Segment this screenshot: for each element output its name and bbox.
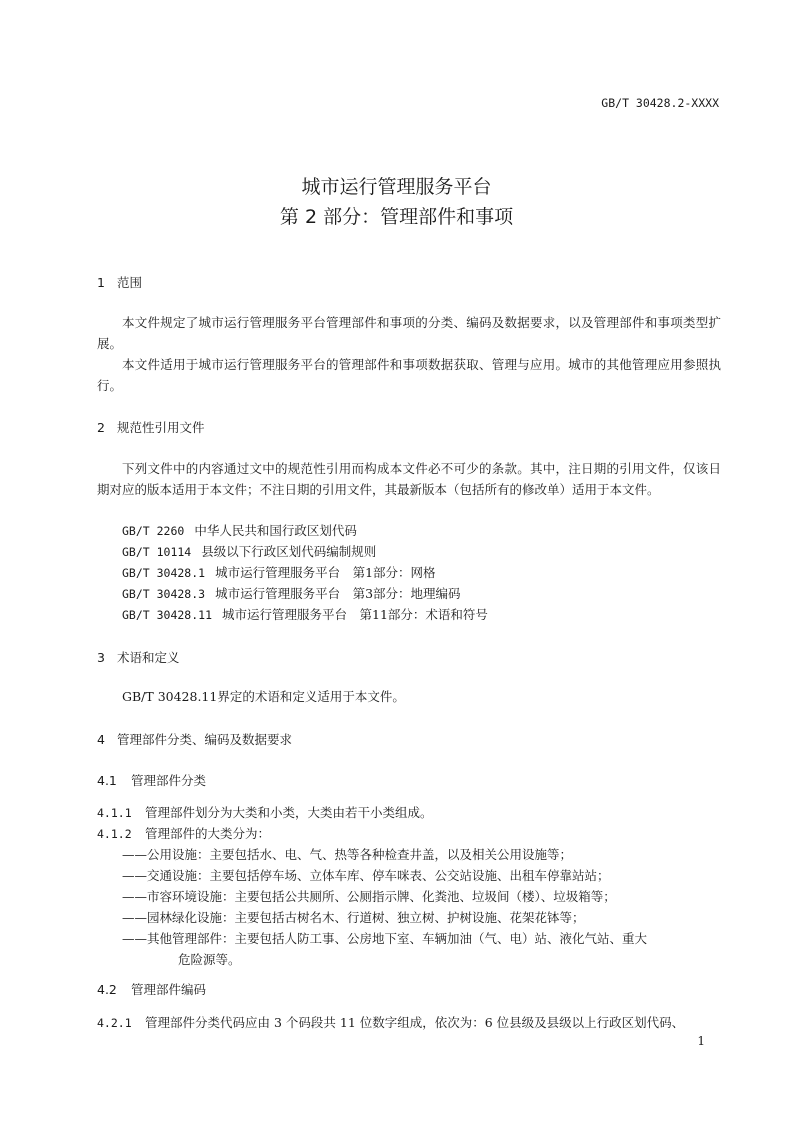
normative-references-paragraph: 下列文件中的内容通过文中的规范性引用而构成本文件必不可少的条款。其中，注日期的引用文件，仅该日期对应的版本适用于本文件；不注日期的引用文件，其最新版本（包括所有的修改单）适用于本文件。 bbox=[97, 461, 721, 497]
subsection-number: 4.2 bbox=[97, 982, 117, 997]
section-1-heading bbox=[97, 273, 142, 291]
section-title: 管理部件分类、编码及数据要求 bbox=[117, 732, 293, 747]
standard-code: GB/T 30428.2-XXXX bbox=[601, 96, 719, 110]
section-title: 规范性引用文件 bbox=[117, 420, 205, 435]
reference-title: 中华人民共和国行政区划代码 bbox=[194, 523, 357, 538]
scope-paragraph-1: 本文件规定了城市运行管理服务平台管理部件和事项的分类、编码及数据要求，以及管理部件和事项类型扩展。 bbox=[97, 315, 721, 351]
list-item: ——其他管理部件：主要包括人防工事、公房地下室、车辆加油（气、电）站、液化气站、重大 bbox=[122, 931, 648, 946]
reference-title: 城市运行管理服务平台 第1部分：网格 bbox=[215, 565, 436, 580]
subsection-title: 管理部件编码 bbox=[131, 982, 207, 997]
clause-text: 管理部件划分为大类和小类，大类由若干小类组成。 bbox=[145, 805, 433, 820]
clause-4-1-2 bbox=[97, 824, 270, 842]
reference-title: 县级以下行政区划代码编制规则 bbox=[201, 544, 377, 559]
list-item-continuation: 危险源等。 bbox=[178, 952, 241, 967]
section-title: 术语和定义 bbox=[117, 650, 180, 665]
reference-item bbox=[122, 563, 436, 581]
reference-code: GB/T 30428.11 bbox=[122, 608, 213, 622]
title-line-2: 第 2 部分：管理部件和事项 bbox=[279, 206, 514, 228]
list-item: ——市容环境设施：主要包括公共厕所、公厕指示牌、化粪池、垃圾间（楼）、垃圾箱等； bbox=[122, 889, 616, 904]
reference-code: GB/T 10114 bbox=[122, 545, 192, 559]
subsection-title: 管理部件分类 bbox=[131, 773, 207, 788]
reference-title: 城市运行管理服务平台 第11部分：术语和符号 bbox=[222, 607, 488, 622]
section-number: 3 bbox=[97, 650, 105, 665]
list-item: ——园林绿化设施：主要包括古树名木、行道树、独立树、护树设施、花架花钵等； bbox=[122, 910, 585, 925]
clause-4-2-1 bbox=[97, 1013, 684, 1031]
section-4-heading bbox=[97, 730, 292, 748]
section-2-heading bbox=[97, 418, 205, 436]
reference-code: GB/T 2260 bbox=[122, 524, 185, 538]
scope-paragraph-2: 本文件适用于城市运行管理服务平台的管理部件和事项数据获取、管理与应用。城市的其他管理应用参照执行。 bbox=[97, 357, 721, 393]
reference-title: 城市运行管理服务平台 第3部分：地理编码 bbox=[215, 586, 461, 601]
terms-paragraph: GB/T 30428.11界定的术语和定义适用于本文件。 bbox=[122, 689, 405, 704]
list-item: ——交通设施：主要包括停车场、立体车库、停车咪表、公交站设施、出租车停靠站站； bbox=[122, 868, 610, 883]
section-title: 范围 bbox=[117, 275, 143, 290]
clause-text: 管理部件分类代码应由 3 个码段共 11 位数字组成，依次为：6 位县级及县级以上行政区划代码、 bbox=[145, 1015, 685, 1030]
reference-code: GB/T 30428.3 bbox=[122, 587, 206, 601]
clause-number: 4.1.1 bbox=[97, 806, 132, 820]
reference-item bbox=[122, 584, 461, 602]
clause-text: 管理部件的大类分为： bbox=[145, 826, 271, 841]
clause-4-1-1 bbox=[97, 803, 433, 821]
list-item: ——公用设施：主要包括水、电、气、热等各种检查井盖，以及相关公用设施等； bbox=[122, 847, 573, 862]
title-line-1: 城市运行管理服务平台 bbox=[301, 176, 492, 198]
subsection-number: 4.1 bbox=[97, 773, 117, 788]
section-number: 4 bbox=[97, 732, 105, 747]
clause-number: 4.2.1 bbox=[97, 1016, 132, 1030]
reference-item bbox=[122, 542, 376, 560]
section-number: 1 bbox=[97, 275, 105, 290]
reference-code: GB/T 30428.1 bbox=[122, 566, 206, 580]
subsection-4-1-heading bbox=[97, 771, 206, 789]
subsection-4-2-heading bbox=[97, 980, 206, 998]
reference-item bbox=[122, 521, 357, 539]
clause-number: 4.1.2 bbox=[97, 827, 132, 841]
section-3-heading bbox=[97, 648, 180, 666]
reference-item bbox=[122, 605, 488, 623]
page-number: 1 bbox=[697, 1034, 705, 1048]
section-number: 2 bbox=[97, 420, 105, 435]
